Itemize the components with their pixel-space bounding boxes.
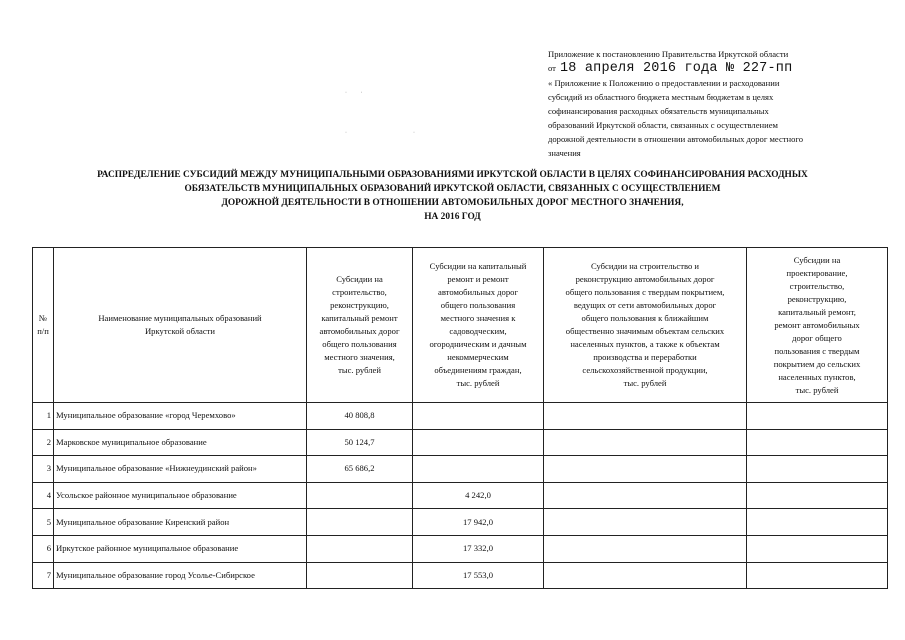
subsidy-amount xyxy=(544,482,747,509)
subsidy-amount xyxy=(307,482,413,509)
column-header: № п/п xyxy=(33,248,54,403)
title-line: РАСПРЕДЕЛЕНИЕ СУБСИДИЙ МЕЖДУ МУНИЦИПАЛЬНЫМИ ОБРАЗОВАНИЯМИ ИРКУТСКОЙ ОБЛАСТИ В ЦЕЛЯХ СОФИНАНСИРОВАНИЯ РАСХОДНЫХ xyxy=(97,170,808,180)
subsidy-amount xyxy=(544,562,747,589)
column-header: Субсидии на строительство и реконструкцию автомобильных дорог общего пользования с твердым покрытием, ведущих от сети автомобильных дорог общего пользования к ближайшим общественно значимым объектам сельских населенных пунктов, а также к объектам производства и переработки сельскохозяйственной продукции, тыс. рублей xyxy=(544,248,747,403)
row-number: 2 xyxy=(33,429,54,456)
subsidy-amount xyxy=(544,535,747,562)
ruling-prefix: от xyxy=(548,63,556,73)
document-title xyxy=(20,168,885,224)
subsidy-amount xyxy=(747,509,888,536)
appendix-line: « Приложение к Положению о предоставлении и расходовании xyxy=(548,78,780,88)
appendix-line: дорожной деятельности в отношении автомобильных дорог местного xyxy=(548,134,804,144)
subsidy-table xyxy=(32,247,888,589)
column-header: Субсидии на строительство, реконструкцию, капитальный ремонт автомобильных дорог общего пользования местного значения, тыс. рублей xyxy=(307,248,413,403)
scan-speck: · · xyxy=(345,130,415,136)
subsidy-amount: 17 942,0 xyxy=(413,509,544,536)
municipality-name: Муниципальное образование город Усолье-Сибирское xyxy=(54,562,307,589)
subsidy-amount xyxy=(544,403,747,430)
subsidy-amount xyxy=(307,509,413,536)
appendix-line: образований Иркутской области, связанных с осуществлением xyxy=(548,120,778,130)
title-line: НА 2016 ГОД xyxy=(424,212,481,222)
table-row xyxy=(33,429,888,456)
subsidy-amount xyxy=(307,562,413,589)
table-row xyxy=(33,509,888,536)
appendix-line: софинансирования расходных обязательств муниципальных xyxy=(548,106,769,116)
subsidy-amount xyxy=(747,429,888,456)
subsidy-amount: 4 242,0 xyxy=(413,482,544,509)
title-line: ДОРОЖНОЙ ДЕЯТЕЛЬНОСТИ В ОТНОШЕНИИ АВТОМОБИЛЬНЫХ ДОРОГ МЕСТНОГО ЗНАЧЕНИЯ, xyxy=(221,198,684,208)
row-number: 7 xyxy=(33,562,54,589)
subsidy-amount: 40 808,8 xyxy=(307,403,413,430)
subsidy-amount xyxy=(544,456,747,483)
row-number: 6 xyxy=(33,535,54,562)
subsidy-amount xyxy=(747,562,888,589)
row-number: 3 xyxy=(33,456,54,483)
appendix-line: Приложение к постановлению Правительства Иркутской области xyxy=(548,49,789,59)
subsidy-amount xyxy=(747,456,888,483)
municipality-name: Иркутское районное муниципальное образование xyxy=(54,535,307,562)
column-header: Субсидии на проектирование, строительство, реконструкцию, капитальный ремонт, ремонт автомобильных дорог общего пользования с твердым покрытием до сельских населенных пунктов, тыс. рублей xyxy=(747,248,888,403)
scan-speck: · · xyxy=(345,90,363,96)
municipality-name: Муниципальное образование «Нижнеудинский район» xyxy=(54,456,307,483)
municipality-name: Марковское муниципальное образование xyxy=(54,429,307,456)
table-header-row xyxy=(33,248,888,403)
table-row xyxy=(33,482,888,509)
table-row xyxy=(33,535,888,562)
municipality-name: Муниципальное образование «город Черемхово» xyxy=(54,403,307,430)
subsidy-amount xyxy=(747,403,888,430)
municipality-name: Усольское районное муниципальное образование xyxy=(54,482,307,509)
ruling-reference xyxy=(548,61,868,76)
table-row xyxy=(33,403,888,430)
subsidy-amount xyxy=(544,509,747,536)
subsidy-amount xyxy=(544,429,747,456)
subsidy-amount: 65 686,2 xyxy=(307,456,413,483)
ruling-date: 18 апреля 2016 года № 227-пп xyxy=(559,61,793,76)
appendix-line: субсидий из областного бюджета местным бюджетам в целях xyxy=(548,92,774,102)
row-number: 4 xyxy=(33,482,54,509)
subsidy-amount xyxy=(413,429,544,456)
row-number: 1 xyxy=(33,403,54,430)
subsidy-amount xyxy=(307,535,413,562)
appendix-line: значения xyxy=(548,148,581,158)
row-number: 5 xyxy=(33,509,54,536)
subsidy-amount xyxy=(747,535,888,562)
subsidy-amount: 17 553,0 xyxy=(413,562,544,589)
title-line: ОБЯЗАТЕЛЬСТВ МУНИЦИПАЛЬНЫХ ОБРАЗОВАНИЙ ИРКУТСКОЙ ОБЛАСТИ, СВЯЗАННЫХ С ОСУЩЕСТВЛЕНИЕМ xyxy=(184,184,721,194)
subsidy-amount: 17 332,0 xyxy=(413,535,544,562)
table-row xyxy=(33,562,888,589)
table-row xyxy=(33,456,888,483)
municipality-name: Муниципальное образование Киренский район xyxy=(54,509,307,536)
column-header: Субсидии на капитальный ремонт и ремонт автомобильных дорог общего пользования местного значения к садоводческим, огородническим и дачным некоммерческим объединениям граждан, тыс. рублей xyxy=(413,248,544,403)
subsidy-amount xyxy=(413,456,544,483)
subsidy-amount xyxy=(747,482,888,509)
subsidy-amount xyxy=(413,403,544,430)
column-header: Наименование муниципальных образований Иркутской области xyxy=(54,248,307,403)
appendix-header xyxy=(548,47,868,160)
subsidy-amount: 50 124,7 xyxy=(307,429,413,456)
